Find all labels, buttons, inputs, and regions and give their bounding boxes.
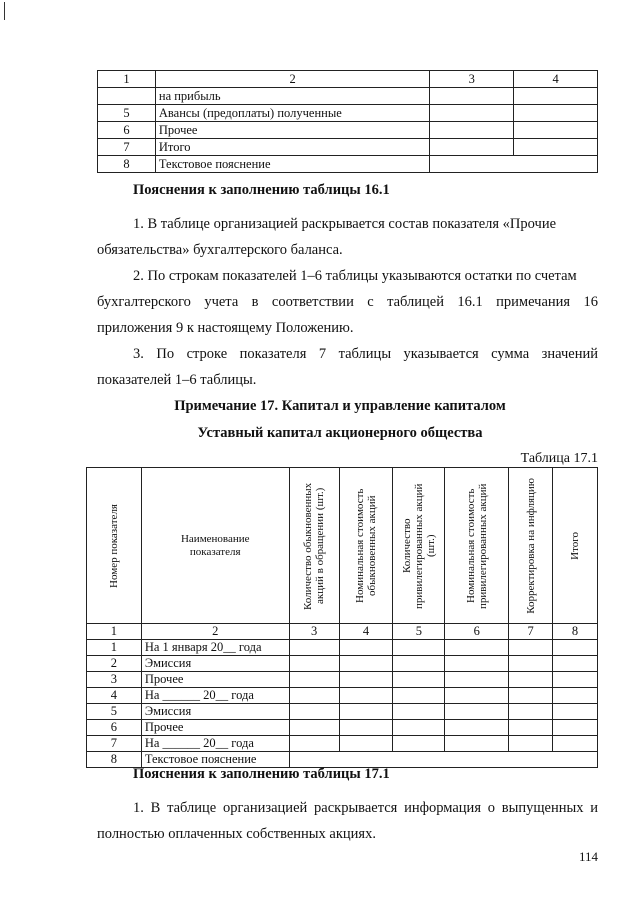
cell xyxy=(509,720,553,736)
text-line: бухгалтерского учета в соответствии с таблицей 16.1 примечания 16 xyxy=(97,294,598,310)
col-header-text: Количество обыкновенных акций в обращении (шт.) xyxy=(302,481,327,610)
cell xyxy=(339,736,393,752)
row-name: Эмиссия xyxy=(141,656,289,672)
cell xyxy=(289,736,339,752)
row-name: Текстовое пояснение xyxy=(155,156,429,173)
cell xyxy=(339,688,393,704)
cell xyxy=(339,672,393,688)
col-header xyxy=(141,468,289,624)
cell xyxy=(289,656,339,672)
cell xyxy=(289,720,339,736)
explain-161-p1 xyxy=(97,211,598,263)
row-name: На ______ 20__ года xyxy=(141,688,289,704)
row-name: Прочее xyxy=(141,720,289,736)
cell xyxy=(445,736,509,752)
cell xyxy=(509,736,553,752)
col-header: 4 xyxy=(514,71,598,88)
col-header: 3 xyxy=(430,71,514,88)
cell xyxy=(445,672,509,688)
table-row xyxy=(98,156,598,173)
text-line: полностью оплаченных собственных акциях. xyxy=(97,826,376,842)
text-line: 1. В таблице организацией раскрывается информация о выпущенных и xyxy=(133,800,598,816)
cell xyxy=(430,105,514,122)
scan-mark xyxy=(4,2,5,20)
cell xyxy=(445,640,509,656)
col-number: 3 xyxy=(289,624,339,640)
col-header: 1 xyxy=(98,71,156,88)
table-row xyxy=(87,656,598,672)
cell xyxy=(514,88,598,105)
table-row xyxy=(87,704,598,720)
cell xyxy=(289,688,339,704)
row-number: 2 xyxy=(87,656,142,672)
row-name: На 1 января 20__ года xyxy=(141,640,289,656)
explain-171-heading: Пояснения к заполнению таблицы 17.1 xyxy=(133,766,390,782)
row-name: Эмиссия xyxy=(141,704,289,720)
cell xyxy=(553,688,598,704)
cell xyxy=(553,704,598,720)
cell xyxy=(509,704,553,720)
row-name: Авансы (предоплаты) полученные xyxy=(155,105,429,122)
col-number: 1 xyxy=(87,624,142,640)
row-number: 5 xyxy=(87,704,142,720)
row-name: на прибыль xyxy=(155,88,429,105)
col-header-text: Номинальная стоимость обыкновенных акций xyxy=(354,488,378,603)
explain-161-p3 xyxy=(97,341,598,393)
cell xyxy=(289,704,339,720)
text-line: 1. В таблице организацией раскрывается состав показателя «Прочие xyxy=(133,216,557,232)
table-row xyxy=(87,720,598,736)
row-number: 8 xyxy=(87,752,142,768)
col-header xyxy=(509,468,553,624)
cell xyxy=(393,640,445,656)
note-17-title: Примечание 17. Капитал и управление капиталом xyxy=(174,398,506,414)
cell xyxy=(509,640,553,656)
cell xyxy=(393,736,445,752)
cell xyxy=(553,656,598,672)
cell xyxy=(393,656,445,672)
col-number: 4 xyxy=(339,624,393,640)
col-header-text: Количество привилегированных акций (шт.) xyxy=(400,482,437,609)
row-number: 5 xyxy=(98,105,156,122)
col-number-row xyxy=(87,624,598,640)
explain-161-heading: Пояснения к заполнению таблицы 16.1 xyxy=(133,182,390,198)
cell xyxy=(509,656,553,672)
table-row xyxy=(98,139,598,156)
table-16-1 xyxy=(97,70,598,173)
table-row xyxy=(87,688,598,704)
cell xyxy=(393,688,445,704)
cell xyxy=(393,672,445,688)
cell xyxy=(393,704,445,720)
col-header: 2 xyxy=(155,71,429,88)
cell xyxy=(430,139,514,156)
row-name: Прочее xyxy=(141,672,289,688)
cell xyxy=(289,640,339,656)
cell xyxy=(430,156,514,173)
cell xyxy=(514,122,598,139)
text-line: показателей 1–6 таблицы. xyxy=(97,372,257,388)
col-header-text: Корректировка на инфляцию xyxy=(524,477,537,614)
col-header-text: Наименование показателя xyxy=(180,532,250,558)
cell xyxy=(445,704,509,720)
row-name: Итого xyxy=(155,139,429,156)
col-header xyxy=(339,468,393,624)
cell xyxy=(430,122,514,139)
col-number: 8 xyxy=(553,624,598,640)
cell xyxy=(514,156,598,173)
cell xyxy=(339,656,393,672)
table-row xyxy=(98,122,598,139)
table-row xyxy=(87,736,598,752)
col-header xyxy=(393,468,445,624)
col-header-text: Номер показателя xyxy=(107,503,120,588)
row-number: 4 xyxy=(87,688,142,704)
page-number: 114 xyxy=(578,849,598,864)
row-number xyxy=(98,88,156,105)
text-line: приложения 9 к настоящему Положению. xyxy=(97,320,354,336)
col-number: 5 xyxy=(393,624,445,640)
cell xyxy=(289,672,339,688)
row-name: На ______ 20__ года xyxy=(141,736,289,752)
cell xyxy=(553,640,598,656)
cell xyxy=(509,688,553,704)
table-row xyxy=(98,88,598,105)
row-name: Текстовое пояснение xyxy=(141,752,289,768)
table-row xyxy=(98,105,598,122)
row-name: Прочее xyxy=(155,122,429,139)
col-header xyxy=(87,468,142,624)
cell xyxy=(553,720,598,736)
col-header xyxy=(445,468,509,624)
col-header-text: Номинальная стоимость привилегированных акций xyxy=(464,482,489,609)
row-number: 3 xyxy=(87,672,142,688)
cell xyxy=(339,640,393,656)
cell xyxy=(445,656,509,672)
row-number: 7 xyxy=(98,139,156,156)
table-row xyxy=(87,640,598,656)
text-line: 2. По строкам показателей 1–6 таблицы указываются остатки по счетам xyxy=(133,268,577,284)
cell xyxy=(339,720,393,736)
cell xyxy=(393,720,445,736)
table-row xyxy=(87,672,598,688)
table-caption: Таблица 17.1 xyxy=(520,451,598,466)
text-line: обязательства» бухгалтерского баланса. xyxy=(97,242,343,258)
cell xyxy=(339,704,393,720)
table-header-row xyxy=(87,468,598,624)
cell xyxy=(445,688,509,704)
row-number: 6 xyxy=(87,720,142,736)
col-header xyxy=(553,468,598,624)
note-17-subtitle: Уставный капитал акционерного общества xyxy=(197,425,483,441)
col-header-text: Итого xyxy=(569,531,582,560)
cell xyxy=(509,672,553,688)
text-line: 3. По строке показателя 7 таблицы указывается сумма значений xyxy=(133,346,598,362)
cell xyxy=(445,720,509,736)
cell xyxy=(553,672,598,688)
col-number: 7 xyxy=(509,624,553,640)
cell xyxy=(514,105,598,122)
explain-171-p1 xyxy=(97,795,598,847)
row-number: 6 xyxy=(98,122,156,139)
row-number: 1 xyxy=(87,640,142,656)
col-header xyxy=(289,468,339,624)
row-number: 7 xyxy=(87,736,142,752)
cell xyxy=(553,736,598,752)
col-number: 2 xyxy=(141,624,289,640)
table-17-1 xyxy=(86,467,598,768)
col-number: 6 xyxy=(445,624,509,640)
row-number: 8 xyxy=(98,156,156,173)
table-header-row xyxy=(98,71,598,88)
cell xyxy=(514,139,598,156)
cell xyxy=(430,88,514,105)
explain-161-p2 xyxy=(97,263,598,341)
